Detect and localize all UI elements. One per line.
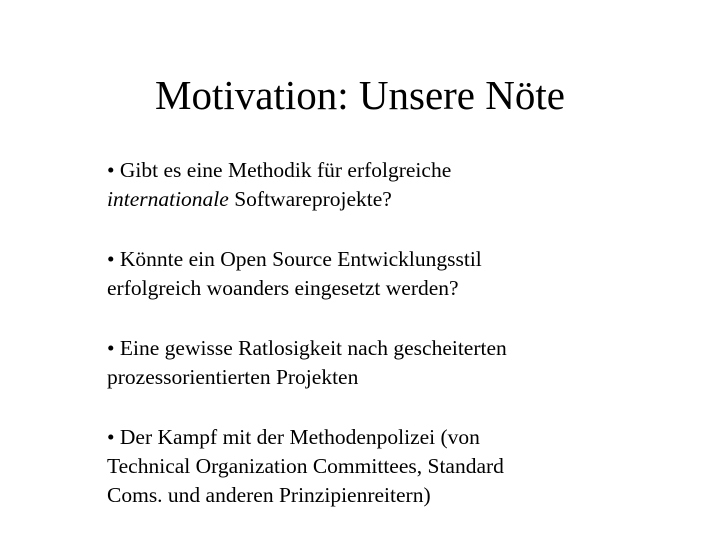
bullet-item-ratlosigkeit	[107, 334, 697, 392]
bullet-item-open-source	[107, 245, 697, 303]
bullet-emphasis: internationale	[107, 187, 229, 211]
slide-title: Motivation: Unsere Nöte	[155, 72, 565, 118]
bullet-text: Technical Organization Committees, Standard	[107, 454, 504, 478]
bullet-item-methodik	[107, 156, 697, 214]
bullet-text: Softwareprojekte?	[228, 187, 392, 211]
bullet-text: • Könnte ein Open Source Entwicklungsstil	[107, 247, 482, 271]
bullet-list	[107, 156, 697, 541]
bullet-item-methodenpolizei	[107, 423, 697, 510]
bullet-text: • Gibt es eine Methodik für erfolgreiche	[107, 158, 452, 182]
bullet-text: Coms. und anderen Prinzipienreitern)	[107, 483, 431, 507]
bullet-text: • Eine gewisse Ratlosigkeit nach gescheiterten	[107, 336, 507, 360]
bullet-text: • Der Kampf mit der Methodenpolizei (von	[107, 425, 480, 449]
bullet-text: prozessorientierten Projekten	[107, 365, 359, 389]
bullet-text: erfolgreich woanders eingesetzt werden?	[107, 276, 459, 300]
